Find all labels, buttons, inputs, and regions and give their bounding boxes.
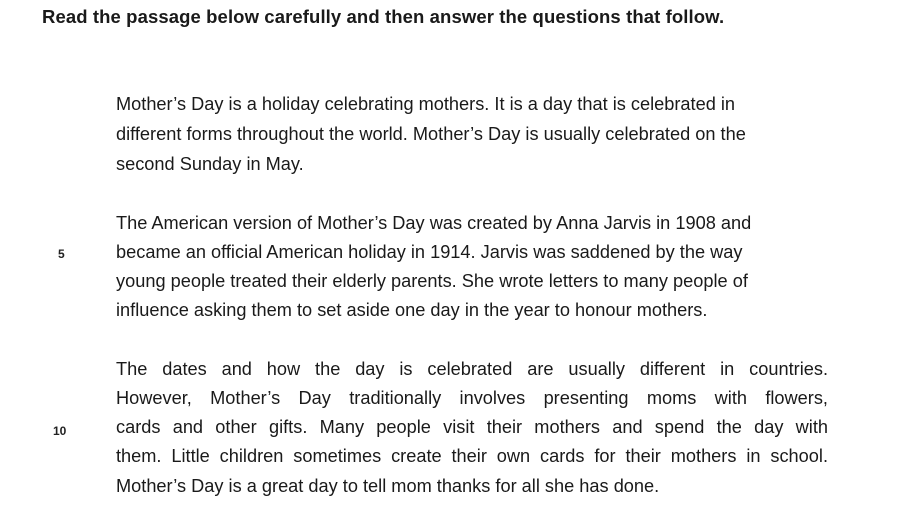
passage-line: different forms throughout the world. Mother’s Day is usually celebrated on the bbox=[116, 124, 746, 144]
passage-line: became an official American holiday in 1914. Jarvis was saddened by the way bbox=[116, 242, 743, 262]
passage-line: young people treated their elderly parents. She wrote letters to many people of bbox=[116, 271, 748, 291]
passage-line: The American version of Mother’s Day was created by Anna Jarvis in 1908 and bbox=[116, 213, 752, 233]
passage-line: them. Little children sometimes create their own cards for their mothers in school. bbox=[116, 446, 828, 466]
passage-line: The dates and how the day is celebrated are usually different in countries. bbox=[116, 359, 828, 379]
line-number-5: 5 bbox=[58, 247, 65, 261]
passage-line: influence asking them to set aside one day in the year to honour mothers. bbox=[116, 300, 708, 320]
passage-line: However, Mother’s Day traditionally involves presenting moms with flowers, bbox=[116, 388, 828, 408]
instruction-heading: Read the passage below carefully and then answer the questions that follow. bbox=[42, 6, 725, 27]
passage-line: Mother’s Day is a holiday celebrating mothers. It is a day that is celebrated in bbox=[116, 94, 736, 114]
line-number-10: 10 bbox=[53, 424, 67, 438]
passage-line: cards and other gifts. Many people visit their mothers and spend the day with bbox=[116, 417, 828, 437]
passage-line: second Sunday in May. bbox=[116, 154, 304, 174]
passage-line: Mother’s Day is a great day to tell mom thanks for all she has done. bbox=[116, 476, 660, 496]
